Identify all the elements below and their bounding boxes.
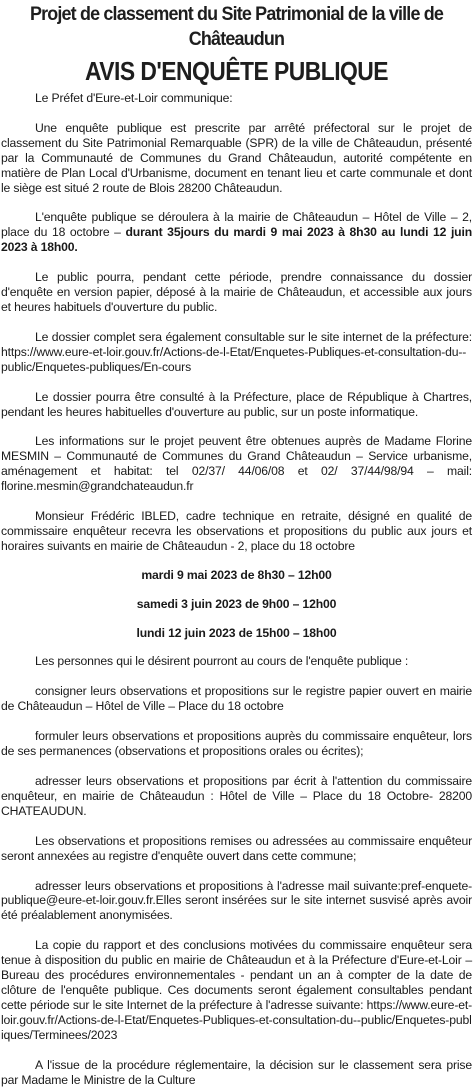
paragraph-commissioner: Monsieur Frédéric IBLED, cadre technique en retraite, désigné en qualité de commissaire enquêteur recevra les observations et propositions du public aux jours et horaires suivants en mairie de Châteaudun - 2, place du 18 octobre: [1, 509, 472, 553]
option-commissioner: formuler leurs observations et propositions auprès du commissaire enquêteur, lors de ses permanences (observations et propositions orales ou écrites);: [1, 729, 472, 759]
paragraph-annexed: Les observations et propositions remises ou adressées au commissaire enquêteur seront annexées au registre d'enquête ouvert dans cette commune;: [1, 833, 472, 863]
option-letter: adresser leurs observations et propositions par écrit à l'attention du commissaire enquêteur, en mairie de Châteaudun : Hôtel de Ville – Place du 18 Octobre- 28200 CHATEAUDUN.: [1, 774, 472, 818]
paragraph-dates-location: [1, 210, 472, 255]
permanence-dates: [1, 568, 472, 641]
paragraph-prescription: Une enquête publique est prescrite par arrêté préfectoral sur le projet de classement du Site Patrimonial Remarquable (SPR) de la ville de Châteaudun, présenté par la Communauté de Communes du Grand Châteaudun, autorité compétente en matière de Plan Local d'Urbanisme, document en tenant lieu et carte communale et dont le siège est situé 2 route de Blois 28200 Châteaudun.: [1, 120, 472, 195]
avis-heading: AVIS D'ENQUÊTE PUBLIQUE: [84, 56, 389, 86]
permanence-date: lundi 12 juin 2023 de 15h00 – 18h00: [136, 625, 337, 640]
title-line-1: Projet de classement du Site Patrimonial de la ville de: [29, 3, 444, 25]
paragraph-contact: Les informations sur le projet peuvent être obtenues auprès de Madame Florine MESMIN – Communauté de Communes du Grand Châteaudun – Service urbanisme, aménagement et habitat: tel 02/37/ 44/06/08 et 02/ 37/44/98/94 – mail: florine.mesmin@grandchateaudun.fr: [1, 434, 472, 494]
report-text: La copie du rapport et des conclusions motivées du commissaire enquêteur sera tenue à disposition du public en mairie de Châteaudun et à la Préfecture d'Eure-et-Loir – Bureau des procédures environnementales - pendant un an à compter de la date de clôture de l'enquête publique. Ces documents seront également consultables pendant cette période sur le site Internet de la préfecture à l'adresse suivante:: [1, 938, 472, 1012]
paragraph-website: [1, 330, 472, 375]
notice-title: [20, 2, 453, 52]
paragraph-report: [1, 938, 472, 1042]
title-line-2: Châteaudun: [188, 28, 285, 50]
intro-paragraph: Le Préfet d'Eure-et-Loir communique:: [35, 91, 233, 105]
paragraph-decision: A l'issue de la procédure réglementaire, la décision sur le classement sera prise par Madame le Ministre de la Culture: [1, 1057, 472, 1087]
option-email: adresser leurs observations et propositions à l'adresse mail suivante:pref-enquete-publique@eure-et-loir.gouv.fr.Elles seront insérées sur le site internet susvisé après avoir été préalablement anonymisées.: [1, 878, 472, 923]
website-text: Le dossier complet sera également consultable sur le site internet de la préfecture:: [35, 329, 472, 344]
prefecture-url-link[interactable]: https://www.eure-et-loir.gouv.fr/Actions-de-l-Etat/Enquetes-Publiques-et-consultation-du--public/Enquetes-publiques/En-cours: [1, 344, 467, 374]
duration-text: durant 35jours du mardi 9 mai 2023 à 8h30 au lundi 12 juin 2023 à 18h00.: [1, 225, 472, 255]
permanence-date: mardi 9 mai 2023 de 8h30 – 12h00: [141, 567, 332, 582]
option-register: consigner leurs observations et propositions sur le registre papier ouvert en mairie de Châteaudun – Hôtel de Ville – Place du 18 octobre: [1, 684, 472, 714]
paragraph-consultation: Le public pourra, pendant cette période, prendre connaissance du dossier d'enquête en version papier, déposé à la mairie de Châteaudun, et accessible aux jours et heures habituels d'ouverture du public.: [1, 270, 472, 314]
paragraph-public-options: Les personnes qui le désirent pourront au cours de l'enquête publique :: [35, 654, 409, 669]
paragraph-prefecture: Le dossier pourra être consulté à la Préfecture, place de République à Chartres, pendant les heures habituelles d'ouverture au public, sur un poste informatique.: [1, 389, 472, 419]
report-url-link[interactable]: https://www.eure-et-loir.gouv.fr/Actions-de-l-Etat/Enquetes-Publiques-et-consultation-du--public/Enquetes-publiques/Terminees/2023: [1, 997, 472, 1042]
notice-body: [1, 91, 472, 1087]
permanence-date: samedi 3 juin 2023 de 9h00 – 12h00: [136, 596, 337, 611]
location-text: L'enquête publique se déroulera à la mairie de Châteaudun – Hôtel de Ville – 2, place du 18 octobre –: [1, 210, 472, 240]
